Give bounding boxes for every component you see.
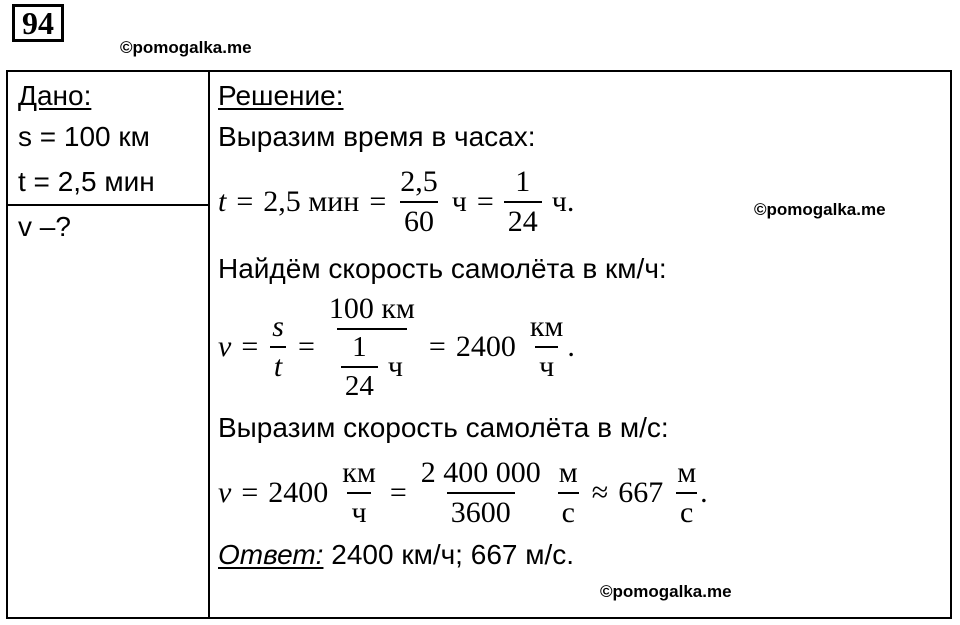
eq3-end: . bbox=[700, 476, 708, 509]
eq3-unit2-denominator: с bbox=[558, 492, 579, 528]
eq1-variable: t bbox=[218, 185, 227, 218]
eq3-big-numerator: 2 400 000 bbox=[420, 456, 541, 489]
given-header: Дано: bbox=[18, 80, 92, 111]
eq2-fraction-distance-over-time bbox=[325, 291, 419, 402]
find-velocity: v –? bbox=[18, 211, 71, 242]
eq2-equals-1: = bbox=[241, 330, 259, 363]
eq2-result: 2400 bbox=[455, 330, 516, 363]
eq2-equals-2: = bbox=[297, 330, 315, 363]
eq3-result: 667 bbox=[618, 476, 664, 509]
eq1-frac2-numerator: 1 bbox=[515, 165, 531, 198]
eq1-value: 2,5 мин bbox=[263, 185, 360, 218]
eq2-fraction-s-over-t bbox=[268, 312, 288, 382]
eq2-numerator-s: s bbox=[272, 310, 284, 343]
eq1-equals-1: = bbox=[236, 185, 254, 218]
eq2-unit-denominator: ч bbox=[535, 346, 558, 382]
eq2-big-numerator: 100 км bbox=[328, 291, 415, 325]
eq3-conversion-fraction bbox=[417, 458, 545, 528]
eq3-unit-fraction-2 bbox=[555, 458, 582, 528]
answer-line bbox=[218, 539, 574, 571]
watermark-bottom: ©pomogalka.me bbox=[600, 582, 732, 601]
given-time: t = 2,5 мин bbox=[18, 166, 155, 197]
eq3-unit2-numerator: м bbox=[558, 456, 578, 489]
eq2-unit-fraction bbox=[526, 312, 568, 382]
column-divider bbox=[208, 70, 210, 619]
eq2-variable: v bbox=[218, 330, 232, 363]
eq2-equals-3: = bbox=[428, 330, 446, 363]
equation-speed-kmh bbox=[218, 288, 575, 406]
eq2-inner-denominator: 24 bbox=[341, 366, 378, 401]
eq3-unit3-numerator: м bbox=[677, 456, 697, 489]
eq2-unit-numerator: км bbox=[529, 310, 564, 343]
equation-speed-ms bbox=[218, 450, 708, 536]
answer-text: 2400 км/ч; 667 м/с. bbox=[323, 539, 575, 570]
watermark-top: ©pomogalka.me bbox=[120, 38, 252, 57]
answer-label: Ответ: bbox=[218, 539, 324, 570]
eq2-inner-numerator: 1 bbox=[352, 330, 367, 363]
eq1-frac1-numerator: 2,5 bbox=[400, 165, 438, 198]
given-divider bbox=[6, 204, 210, 206]
eq3-unit-fraction-1 bbox=[338, 458, 380, 528]
solution-header: Решение: bbox=[218, 80, 344, 111]
eq1-equals-3: = bbox=[476, 185, 494, 218]
eq3-unit1-denominator: ч bbox=[347, 492, 370, 528]
eq3-unit-fraction-3 bbox=[673, 458, 700, 528]
eq1-frac2-denominator: 24 bbox=[504, 201, 542, 237]
problem-number: 94 bbox=[12, 4, 64, 42]
step-speed-ms: Выразим скорость самолёта в м/с: bbox=[218, 412, 669, 443]
equation-time bbox=[218, 160, 574, 244]
eq3-variable: v bbox=[218, 476, 232, 509]
eq3-approx: ≈ bbox=[591, 476, 609, 509]
eq2-denominator-t: t bbox=[270, 346, 286, 382]
eq2-inner-unit: ч bbox=[387, 349, 403, 383]
eq2-big-denominator bbox=[337, 328, 407, 401]
eq3-unit1-numerator: км bbox=[342, 456, 376, 489]
eq3-value: 2400 bbox=[268, 476, 329, 509]
eq3-equals-1: = bbox=[241, 476, 259, 509]
eq1-unit-1: ч bbox=[451, 185, 467, 218]
eq1-fraction-hours bbox=[504, 167, 542, 237]
eq1-equals-2: = bbox=[369, 185, 387, 218]
eq2-inner-fraction bbox=[341, 330, 378, 402]
given-distance: s = 100 км bbox=[18, 121, 150, 152]
eq1-fraction-minutes bbox=[396, 167, 442, 237]
eq3-unit3-denominator: с bbox=[676, 492, 697, 528]
eq3-big-denominator: 3600 bbox=[447, 492, 515, 528]
step-speed-kmh: Найдём скорость самолёта в км/ч: bbox=[218, 253, 667, 284]
watermark-middle: ©pomogalka.me bbox=[754, 200, 886, 219]
eq1-unit-2: ч. bbox=[551, 185, 575, 218]
eq1-frac1-denominator: 60 bbox=[400, 201, 438, 237]
eq2-end: . bbox=[567, 330, 575, 363]
step-time-in-hours: Выразим время в часах: bbox=[218, 121, 536, 152]
eq3-equals-2: = bbox=[389, 476, 407, 509]
